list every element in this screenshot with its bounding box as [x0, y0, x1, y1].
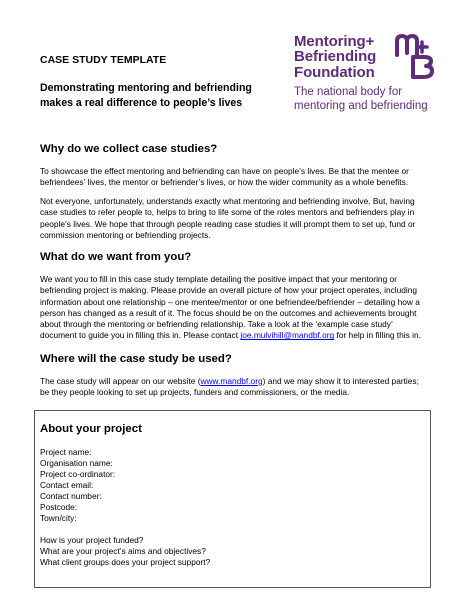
question-aims[interactable]: What are your project’s aims and objectives? [40, 546, 206, 556]
logo-tagline-line: mentoring and befriending [294, 100, 428, 112]
paragraph-line [40, 376, 440, 387]
paragraph-line: Not everyone, unfortunately, understands exactly what mentoring and befriending involve. But, having [40, 196, 415, 206]
document-subtitle [40, 81, 275, 111]
mb-monogram-icon [395, 33, 435, 79]
foundation-logo [294, 33, 444, 145]
where-paragraph [40, 376, 440, 399]
why-paragraph-1 [40, 166, 440, 189]
question-client-groups[interactable]: What client groups does your project support? [40, 557, 211, 567]
paragraph-line: people’s lives. We hope that through people reading case studies it will prompt them to set up, fund or [40, 218, 416, 229]
subtitle-line: makes a real difference to people’s lives [40, 97, 243, 109]
logo-name-line: Mentoring+ [294, 33, 375, 50]
about-project-heading: About your project [40, 423, 142, 435]
logo-name-line: Befriending [294, 48, 377, 65]
about-project-box [34, 410, 431, 588]
text-fragment: ) and we may show it to interested parties; [262, 376, 419, 386]
section-heading-why: Why do we collect case studies? [40, 143, 218, 155]
field-organisation-name[interactable]: Organisation name: [40, 458, 113, 468]
paragraph-line: information about one relationship – one mentee/mentor or one befriendee/befriender – detailing how a [40, 296, 420, 307]
field-contact-email[interactable]: Contact email: [40, 480, 94, 490]
text-fragment: for help in filling this in. [334, 330, 421, 341]
paragraph-line: case studies to refer people to, helps to bring to life some of the roles mentors and befrienders play in [40, 207, 415, 218]
document-title: CASE STUDY TEMPLATE [40, 54, 167, 66]
paragraph-line: befriending project is making. Please provide an overall picture of how your project operates, including [40, 285, 418, 296]
paragraph-line: befriendees’ lives, the mentor or befriender’s lives, or how the wider community as a whole benefits. [40, 177, 409, 188]
contact-email-link[interactable]: joe.mulvihill@mandbf.org [240, 330, 335, 341]
subtitle-line: Demonstrating mentoring and befriending [40, 82, 252, 94]
paragraph-line: To showcase the effect mentoring and befriending can have on people’s lives. Be that the mentee or [40, 166, 409, 176]
logo-name-line: Foundation [294, 64, 375, 81]
what-paragraph [40, 274, 440, 342]
website-link[interactable]: www.mandbf.org [200, 376, 263, 386]
why-paragraph-2 [40, 196, 440, 241]
field-postcode[interactable]: Postcode: [40, 502, 78, 512]
field-town-city[interactable]: Town/city: [40, 513, 77, 523]
section-heading-where: Where will the case study be used? [40, 353, 232, 365]
field-project-name[interactable]: Project name: [40, 447, 92, 457]
field-project-coordinator[interactable]: Project co-ordinator: [40, 469, 116, 479]
paragraph-line: commission mentoring or befriending projects. [40, 229, 211, 240]
paragraph-line: We want you to fill in this case study template detailing the positive impact that your mentoring or [40, 274, 397, 284]
paragraph-line: be they people looking to set up projects, funders and commissioners, or the media. [40, 387, 350, 398]
paragraph-line [40, 330, 440, 341]
paragraph-line: about through the mentoring or befriending relationship. Take a look at the ‘example case study’ [40, 319, 393, 330]
question-funding[interactable]: How is your project funded? [40, 535, 144, 545]
field-contact-number[interactable]: Contact number: [40, 491, 102, 501]
text-fragment: document to guide you in filling this in. Please contact [40, 330, 241, 341]
section-heading-what: What do we want from you? [40, 251, 192, 263]
paragraph-line: person has changed as a result of it. The focus should be on the outcomes and achievements brought [40, 307, 417, 318]
logo-tagline-line: The national body for [294, 86, 403, 98]
text-fragment: The case study will appear on our website ( [40, 376, 201, 386]
